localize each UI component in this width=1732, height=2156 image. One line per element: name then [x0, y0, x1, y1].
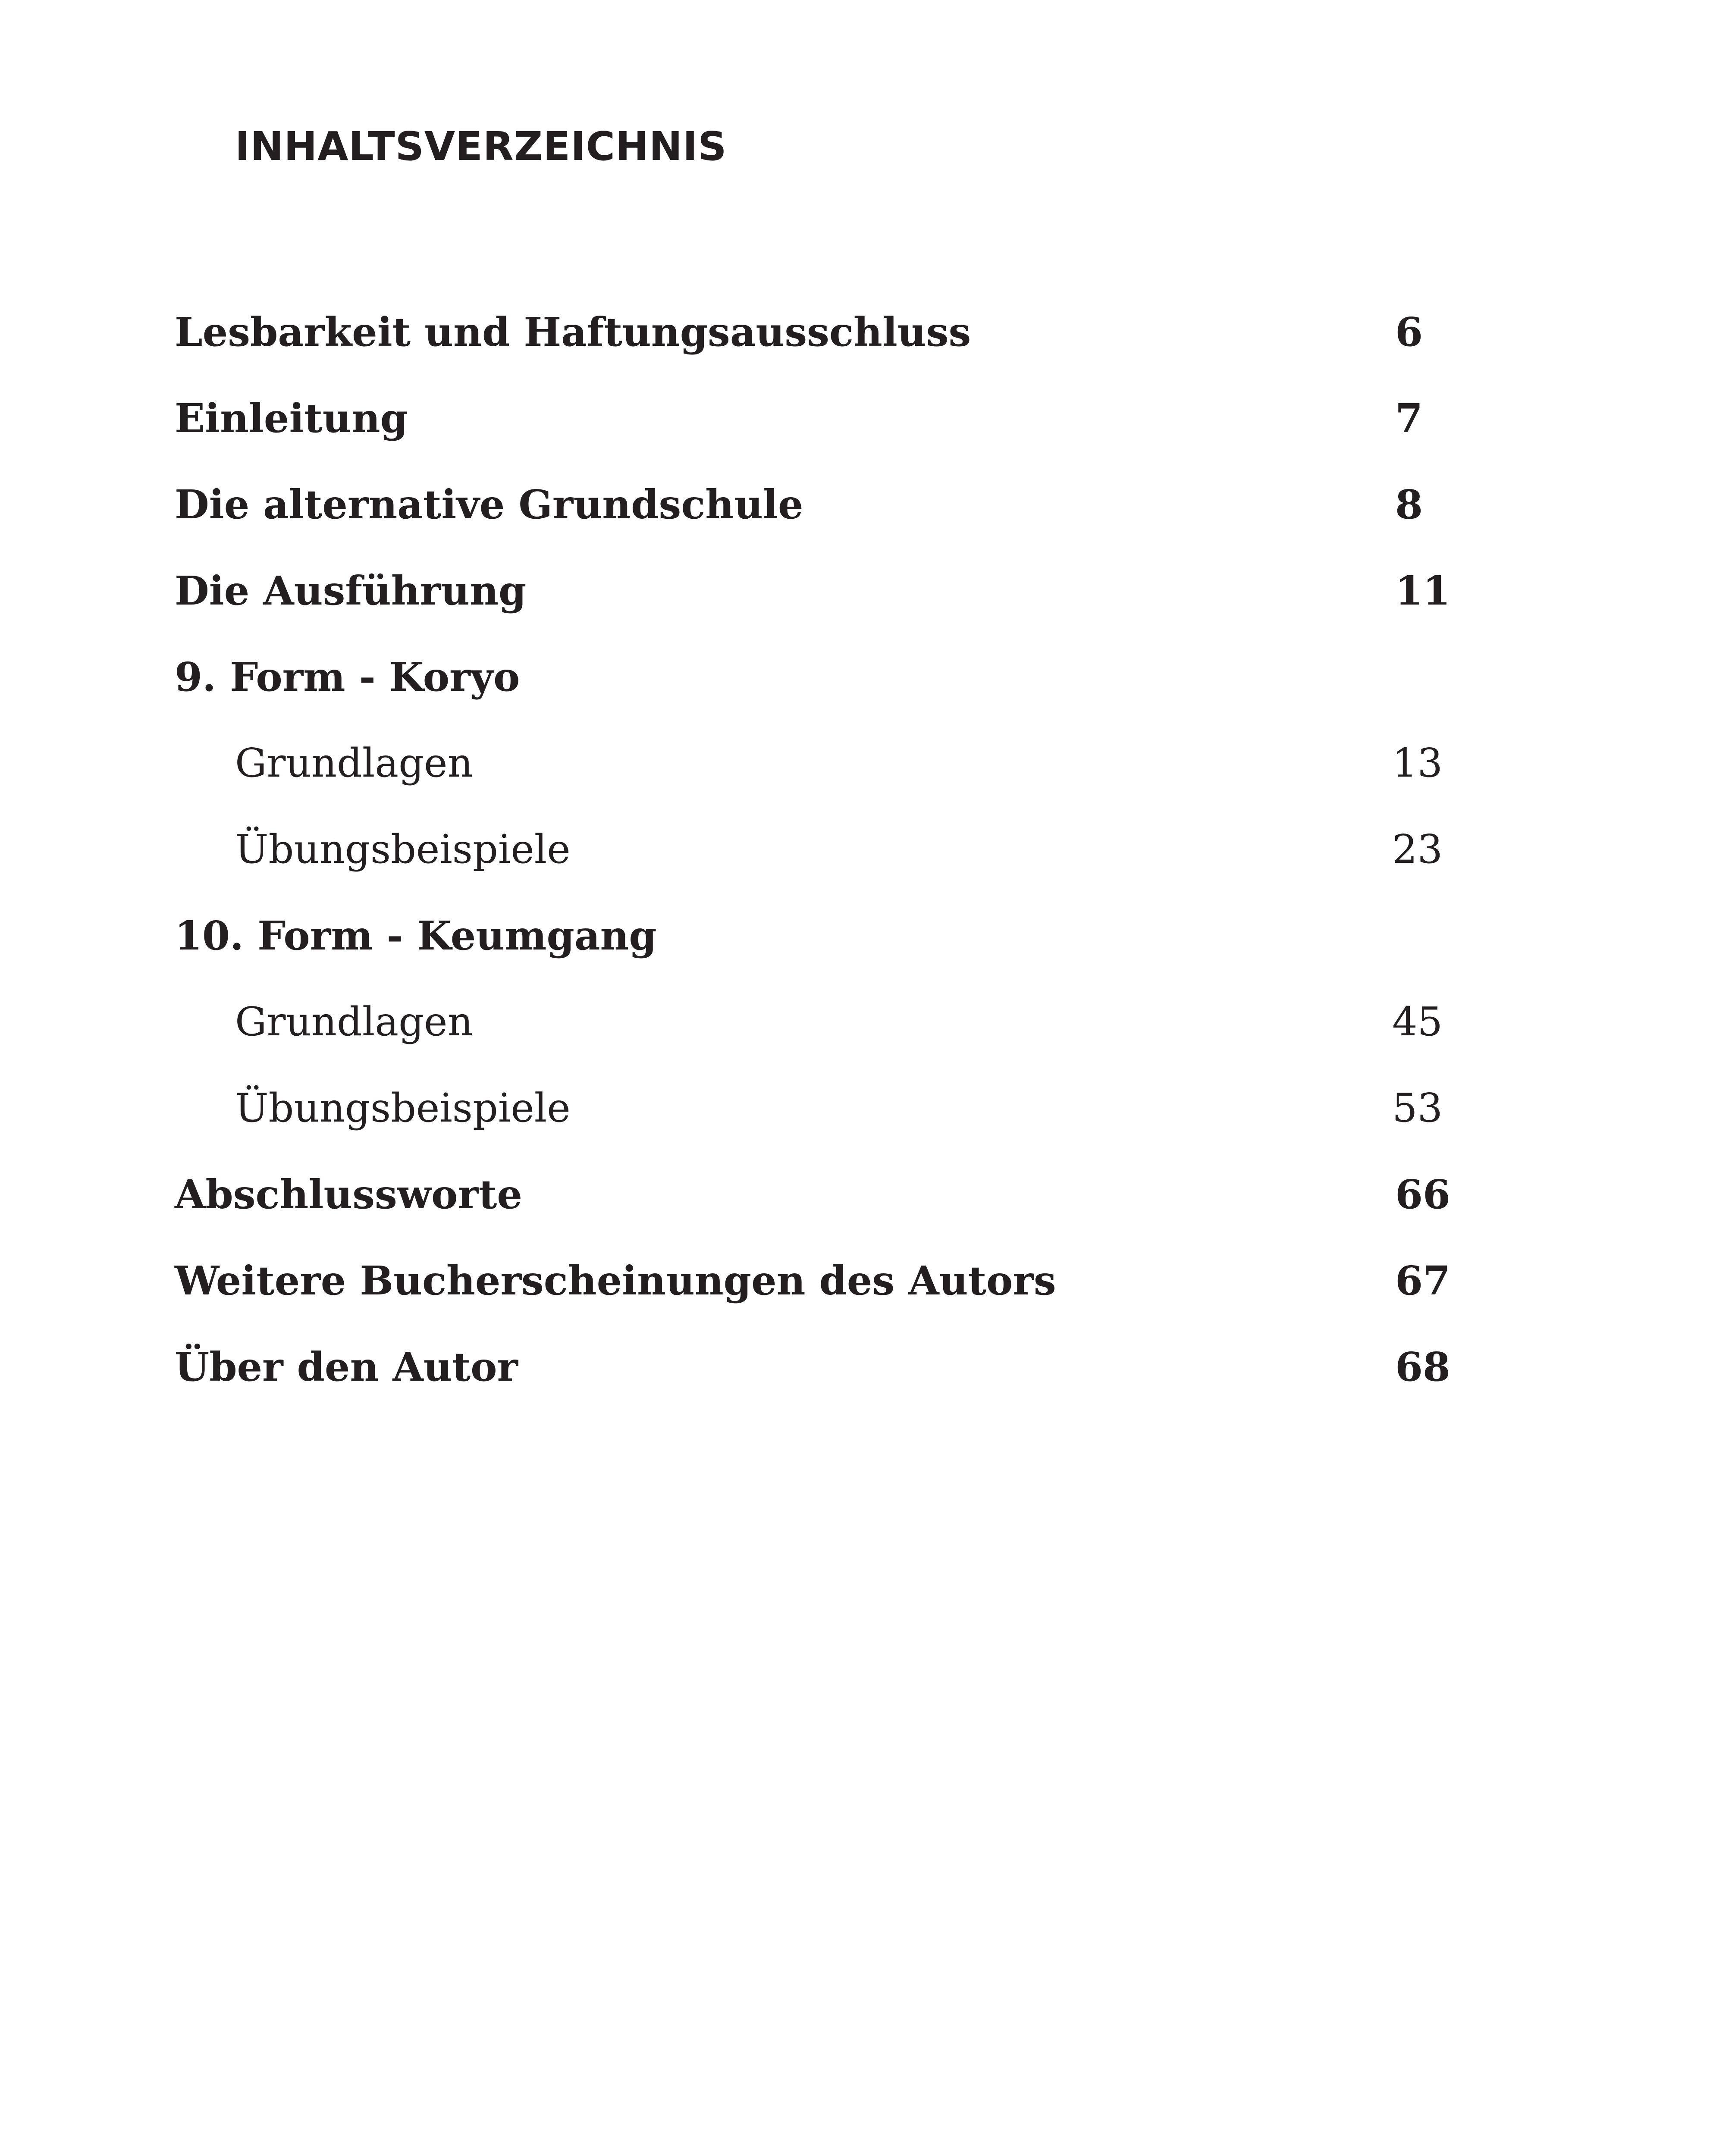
toc-entry	[0, 642, 1732, 711]
toc-entry	[0, 384, 1732, 453]
toc-entry-label: Abschlussworte	[175, 1171, 522, 1218]
toc-entry-label: Die Ausführung	[175, 567, 527, 614]
toc-entry-page: 53	[1392, 1085, 1443, 1131]
toc-entry	[0, 1246, 1732, 1315]
toc-entry-page: 8	[1395, 481, 1423, 528]
toc-entry-page: 6	[1395, 309, 1423, 355]
toc-entry-page: 67	[1395, 1257, 1451, 1304]
toc-entry-page: 45	[1392, 999, 1443, 1045]
toc-entry-page: 68	[1395, 1344, 1451, 1390]
toc-entry-label: Grundlagen	[235, 740, 473, 786]
toc-entry	[0, 901, 1732, 970]
toc-subentry	[0, 815, 1732, 884]
toc-subentry	[0, 729, 1732, 798]
toc-entry	[0, 1332, 1732, 1401]
toc-entry-page: 7	[1395, 395, 1423, 442]
toc-entry	[0, 556, 1732, 625]
toc-entry	[0, 1160, 1732, 1229]
toc-entry-label: 10. Form - Keumgang	[175, 912, 657, 959]
toc-entry-label: Grundlagen	[235, 999, 473, 1045]
toc-entry	[0, 470, 1732, 539]
toc-heading: INHALTSVERZEICHNIS	[235, 123, 727, 169]
toc-entry-label: Über den Autor	[175, 1344, 518, 1390]
toc-entry	[0, 298, 1732, 367]
toc-entry-label: Übungsbeispiele	[235, 826, 571, 872]
toc-entry-label: Weitere Bucherscheinungen des Autors	[175, 1257, 1056, 1304]
toc-entry-page: 13	[1392, 740, 1443, 786]
toc-entry-label: Die alternative Grundschule	[175, 481, 803, 528]
toc-entry-page: 11	[1395, 567, 1451, 614]
toc-entry-label: Lesbarkeit und Haftungsausschluss	[175, 309, 971, 355]
toc-subentry	[0, 1074, 1732, 1143]
toc-entry-label: Einleitung	[175, 395, 408, 442]
toc-entry-label: 9. Form - Koryo	[175, 654, 520, 700]
toc-subentry	[0, 987, 1732, 1056]
toc-entry-page: 66	[1395, 1171, 1451, 1218]
toc-entry-label: Übungsbeispiele	[235, 1085, 571, 1131]
toc-entry-page: 23	[1392, 826, 1443, 872]
